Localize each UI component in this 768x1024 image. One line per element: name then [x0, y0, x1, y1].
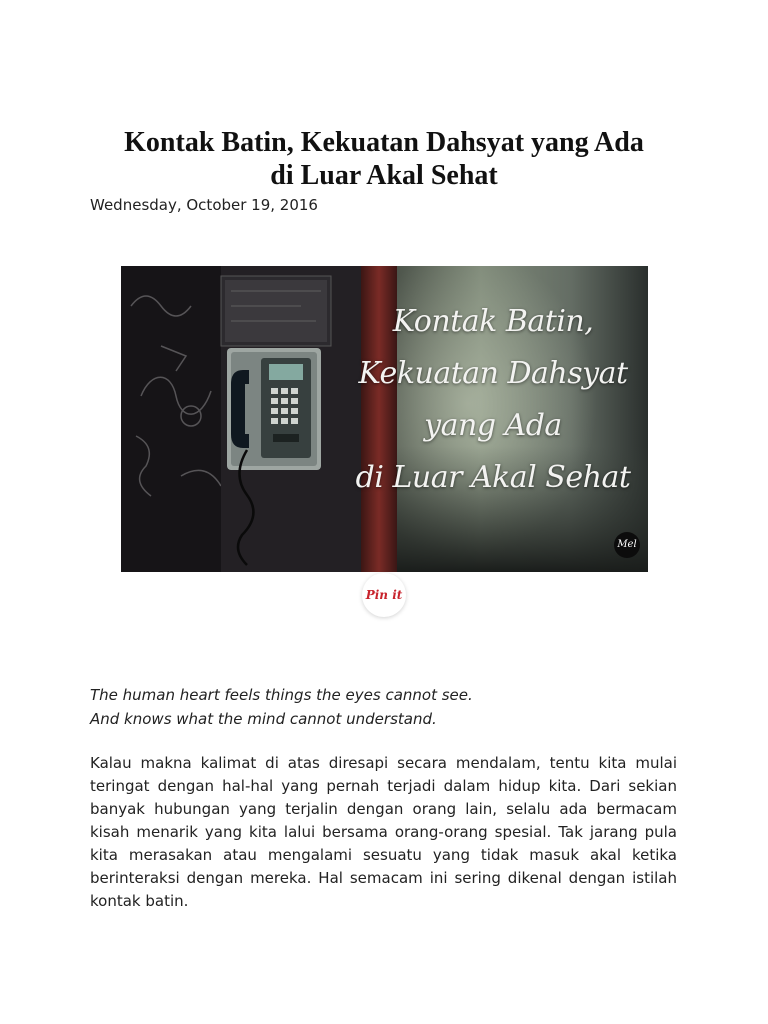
article-title: [90, 126, 678, 192]
article-title-line-1: Kontak Batin, Kekuatan Dahsyat yang Ada: [124, 127, 644, 158]
quote-line-2: And knows what the mind cannot understand.: [90, 710, 437, 728]
hero-caption: [353, 296, 633, 504]
quote-line-1: The human heart feels things the eyes cannot see.: [90, 686, 473, 704]
publish-date: Wednesday, October 19, 2016: [90, 196, 318, 214]
pin-it-button[interactable]: Pin it: [362, 573, 406, 617]
quote-block: [90, 683, 473, 731]
hero-caption-line-2: Kekuatan Dahsyat: [358, 356, 628, 391]
hero-image: [121, 266, 648, 572]
hero-caption-line-1: Kontak Batin,: [392, 304, 594, 339]
mel-watermark-logo: Mel: [614, 532, 640, 558]
article-title-line-2: di Luar Akal Sehat: [270, 160, 498, 191]
hero-caption-line-3: yang Ada: [424, 408, 562, 443]
body-paragraph: Kalau makna kalimat di atas diresapi secara mendalam, tentu kita mulai teringat dengan hal-hal yang pernah terjadi dalam hidup kita. Dari sekian banyak hubungan yang terjalin dengan orang lain, selalu ada bermacam kisah menarik yang kita lalui bersama orang-orang spesial. Tak jarang pula kita merasakan atau mengalami sesuatu yang tidak masuk akal ketika berinteraksi dengan mereka. Hal semacam ini sering dikenal dengan istilah kontak batin.: [90, 754, 677, 910]
hero-caption-line-4: di Luar Akal Sehat: [355, 460, 631, 495]
